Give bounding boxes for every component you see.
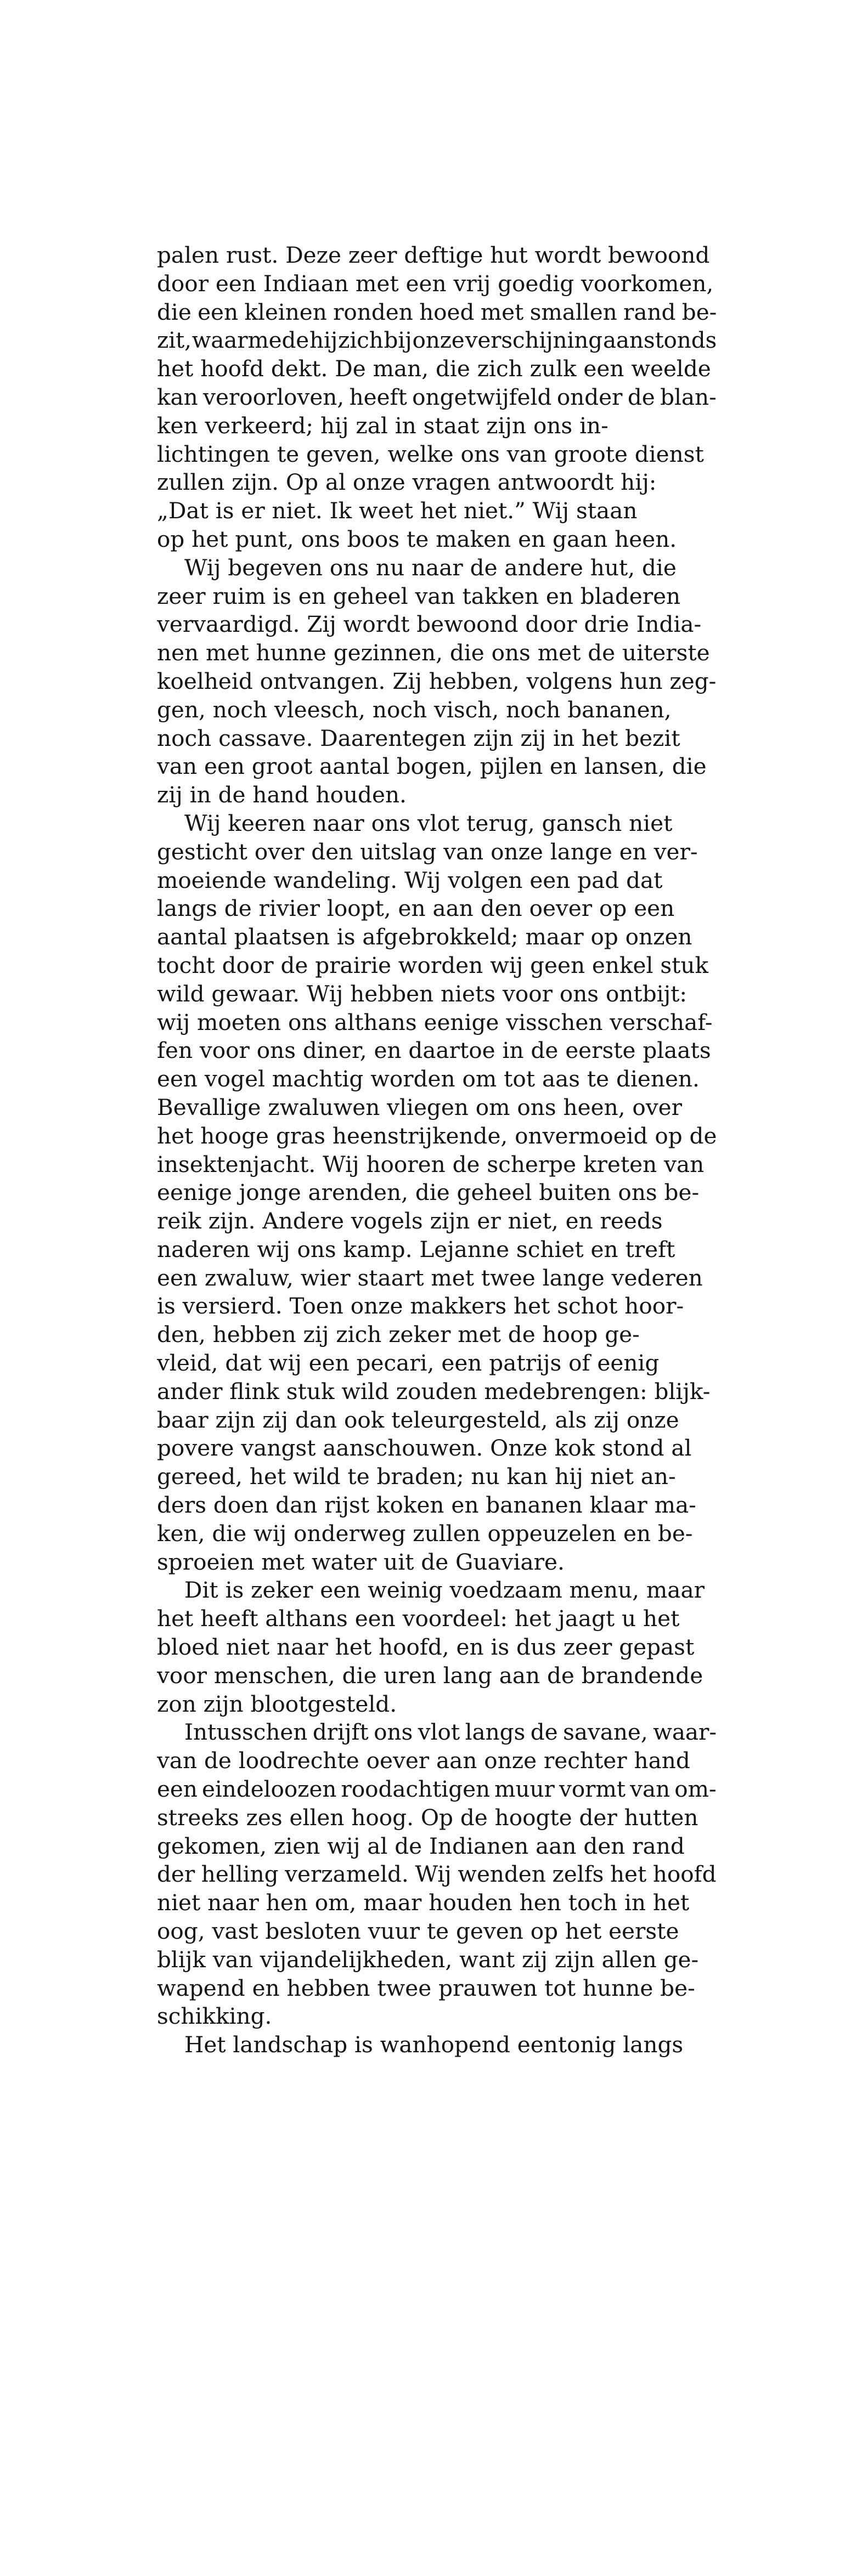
paragraph bbox=[157, 1718, 717, 2031]
text-line: niet naar hen om, maar houden hen toch in het bbox=[157, 1889, 690, 1916]
text-line: Wij keeren naar ons vlot terug, gansch niet bbox=[184, 809, 673, 836]
text-line: zit, waarmede hij zich bij onze verschijning aanstonds bbox=[157, 327, 717, 354]
text-line: gesticht over den uitslag van onze lange en ver- bbox=[157, 838, 698, 865]
text-line: povere vangst aanschouwen. Onze kok stond al bbox=[157, 1435, 692, 1462]
text-line: door een Indiaan met een vrij goedig voorkomen, bbox=[157, 270, 714, 297]
text-line: een vogel machtig worden om tot aas te dienen. bbox=[157, 1066, 700, 1092]
text-line: naderen wij ons kamp. Lejanne schiet en treft bbox=[157, 1236, 675, 1262]
text-line: schikking. bbox=[157, 2003, 272, 2030]
text-line: baar zijn zij dan ook teleurgesteld, als zij onze bbox=[157, 1406, 679, 1433]
text-line: ander flink stuk wild zouden medebrengen: blijk- bbox=[157, 1378, 711, 1405]
text-line: tocht door de prairie worden wij geen enkel stuk bbox=[157, 952, 709, 978]
paragraph bbox=[157, 554, 717, 809]
text-line: wild gewaar. Wij hebben niets voor ons ontbijt: bbox=[157, 980, 688, 1007]
text-line: lichtingen te geven, welke ons van groote dienst bbox=[157, 440, 704, 467]
text-line: Intusschen drijft ons vlot langs de savane, waar- bbox=[184, 1719, 717, 1746]
text-line: die een kleinen ronden hoed met smallen rand be- bbox=[157, 298, 717, 325]
text-line: gekomen, zien wij al de Indianen aan den rand bbox=[157, 1832, 685, 1859]
paragraph bbox=[157, 809, 717, 1577]
text-line: ken, die wij onderweg zullen oppeuzelen en be- bbox=[157, 1520, 693, 1547]
text-line: den, hebben zij zich zeker met de hoop ge- bbox=[157, 1321, 640, 1348]
text-line: zon zijn blootgesteld. bbox=[157, 1690, 397, 1717]
text-line: aantal plaatsen is afgebrokkeld; maar op onzen bbox=[157, 924, 692, 950]
text-line: zullen zijn. Op al onze vragen antwoordt hij: bbox=[157, 469, 657, 496]
text-line: gereed, het wild te braden; nu kan hij niet an- bbox=[157, 1463, 676, 1490]
text-line: langs de rivier loopt, en aan den oever op een bbox=[157, 895, 675, 922]
text-line: bloed niet naar het hoofd, en is dus zeer gepast bbox=[157, 1634, 695, 1661]
text-line: sproeien met water uit de Guaviare. bbox=[157, 1548, 565, 1575]
text-line: wapend en hebben twee prauwen tot hunne be- bbox=[157, 1974, 695, 2001]
text-line: voor menschen, die uren lang aan de brandende bbox=[157, 1662, 703, 1689]
text-line: nen met hunne gezinnen, die ons met de uiterste bbox=[157, 639, 710, 666]
text-line: insektenjacht. Wij hooren de scherpe kreten van bbox=[157, 1151, 705, 1177]
text-line: van een groot aantal bogen, pijlen en lansen, die bbox=[157, 753, 707, 780]
text-line: van de loodrechte oever aan onze rechter hand bbox=[157, 1747, 690, 1774]
text-line: zeer ruim is en geheel van takken en bladeren bbox=[157, 582, 681, 609]
paragraph bbox=[157, 2031, 717, 2059]
text-line: der helling verzameld. Wij wenden zelfs het hoofd bbox=[157, 1861, 717, 1888]
text-line: ken verkeerd; hij zal in staat zijn ons in- bbox=[157, 412, 609, 439]
text-line: oog, vast besloten vuur te geven op het eerste bbox=[157, 1918, 679, 1945]
text-line: Wij begeven ons nu naar de andere hut, die bbox=[184, 554, 677, 581]
body-text bbox=[157, 241, 717, 2059]
text-line: „Dat is er niet. Ik weet het niet.” Wij staan bbox=[157, 497, 638, 524]
text-line: vervaardigd. Zij wordt bewoond door drie India- bbox=[157, 611, 702, 638]
text-line: wij moeten ons althans eenige visschen verschaf- bbox=[157, 1009, 713, 1035]
text-line: een zwaluw, wier staart met twee lange vederen bbox=[157, 1264, 703, 1291]
text-line: koelheid ontvangen. Zij hebben, volgens hun zeg- bbox=[157, 667, 717, 694]
text-line: het hoofd dekt. De man, die zich zulk een weelde bbox=[157, 355, 711, 382]
text-line: blijk van vijandelijkheden, want zij zijn allen ge- bbox=[157, 1946, 699, 1973]
text-line: streeks zes ellen hoog. Op de hoogte der hutten bbox=[157, 1804, 698, 1831]
text-line: gen, noch vleesch, noch visch, noch bananen, bbox=[157, 696, 672, 723]
text-line: kan veroorloven, heeft ongetwijfeld onder de blan- bbox=[157, 383, 717, 410]
text-line: een eindeloozen roodachtigen muur vormt van om- bbox=[157, 1776, 717, 1803]
text-line: zij in de hand houden. bbox=[157, 782, 407, 808]
text-line: noch cassave. Daarentegen zijn zij in het bezit bbox=[157, 724, 680, 751]
text-line: Het landschap is wanhopend eentonig langs bbox=[184, 2031, 684, 2058]
text-line: ders doen dan rijst koken en bananen klaar ma- bbox=[157, 1492, 696, 1519]
text-line: fen voor ons diner, en daartoe in de eerste plaats bbox=[157, 1037, 711, 1064]
text-line: eenige jonge arenden, die geheel buiten ons be- bbox=[157, 1179, 700, 1206]
text-line: reik zijn. Andere vogels zijn er niet, en reeds bbox=[157, 1208, 663, 1235]
text-line: is versierd. Toen onze makkers het schot hoor- bbox=[157, 1293, 684, 1320]
paragraph bbox=[157, 241, 717, 554]
text-line: Dit is zeker een weinig voedzaam menu, maar bbox=[184, 1577, 705, 1604]
text-line: palen rust. Deze zeer deftige hut wordt bewoond bbox=[157, 242, 710, 268]
text-line: het hooge gras heenstrijkende, onvermoeid op de bbox=[157, 1122, 717, 1149]
text-line: op het punt, ons boos te maken en gaan heen. bbox=[157, 525, 677, 552]
text-line: vleid, dat wij een pecari, een patrijs of eenig bbox=[157, 1350, 660, 1377]
text-line: moeiende wandeling. Wij volgen een pad dat bbox=[157, 867, 663, 893]
text-line: Bevallige zwaluwen vliegen om ons heen, over bbox=[157, 1094, 682, 1120]
text-line: het heeft althans een voordeel: het jaagt u het bbox=[157, 1605, 680, 1632]
paragraph bbox=[157, 1576, 717, 1718]
